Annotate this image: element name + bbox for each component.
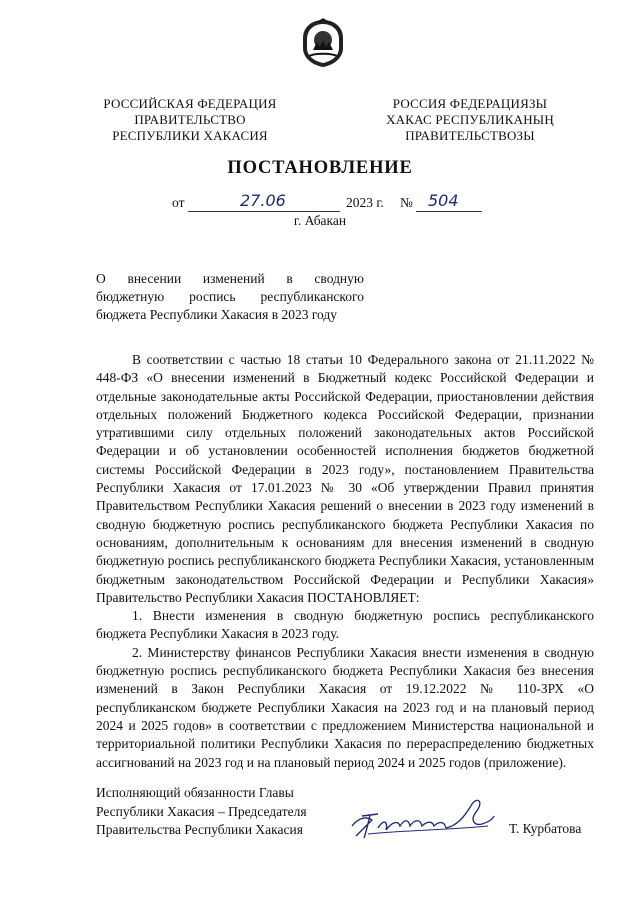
handwritten-number: 504 [428,191,459,210]
year-label: 2023 г. [346,195,384,210]
body-paragraph-item-1: 1. Внести изменения в сводную бюджетную роспись республиканского бюджета Республики Хакасия в 2023 году. [96,608,594,642]
signatory-title-line: Республики Хакасия – Председателя [96,803,307,819]
date-from-label: от [172,195,185,210]
header-right-line: ХАКАС РЕСПУБЛИКАНЫҢ [386,112,554,127]
header-left-line: РОССИЙСКАЯ ФЕДЕРАЦИЯ [103,96,277,111]
document-title: ПОСТАНОВЛЕНИЕ [227,158,413,178]
number-underline [416,211,482,212]
number-sign: № [400,195,413,210]
signatory-title-line: Правительства Республики Хакасия [96,822,303,837]
handwritten-date: 27.06 [240,191,286,210]
handwritten-signature [348,796,498,842]
header-right-line: РОССИЯ ФЕДЕРАЦИЯЗЫ [392,96,548,111]
header-left-line: РЕСПУБЛИКИ ХАКАСИЯ [112,128,268,143]
date-number-line [0,191,640,215]
signatory-title [96,784,336,840]
document-subject [96,270,364,324]
date-underline [188,211,340,212]
body-paragraph-item-2: 2. Министерству финансов Республики Хакасия внести изменения в сводную бюджетную роспись республиканского бюджета Республики Хакасия без внесения изменений в Закон Республики Хакасия от 19.12.2022 № 110-ЗРХ «О республиканском бюджете Республики Хакасия на 2023 год и на плановый период 2024 и 2025 годов» в соответствии с предложением Министерства национальной и территориальной политики Республики Хакасия по перераспределению бюджетных ассигнований на 2023 год и на плановый период 2024 и 2025 годов (приложение). [96,644,594,770]
body-paragraph-preamble: В соответствии с частью 18 статьи 10 Федерального закона от 21.11.2022 № 448-ФЗ «О внесении изменений в Бюджетный кодекс Российской Федерации и отдельные законодательные акты Российской Федерации, приостановлении действия отдельных положений Бюджетного кодекса Российской Федерации, признании утратившими силу отдельных положений законодательных актов Российской Федерации и об установлении особенностей исполнения бюджетов бюджетной системы Российской Федерации в 2023 году», постановлением Правительства Республики Хакасия от 17.01.2023 № 30 «Об утверждении Правил принятия Правительством Республики Хакасия решений о внесении в 2023 году изменений в сводную бюджетную роспись республиканского бюджета Республики Хакасия по основаниям, дополнительным к основаниям для внесения изменений в сводную бюджетную роспись республиканского бюджета Республики Хакасия, установленным бюджетным законодательством Российской Федерации и Республики Хакасия» Правительство Республики Хакасия ПОСТАНОВЛЯЕТ: [96,352,594,605]
header-left-line: ПРАВИТЕЛЬСТВО [134,112,246,127]
document-body [96,351,594,772]
header-right-block [376,96,564,144]
header-left-block [96,96,284,144]
signatory-title-line: Исполняющий обязанности Главы [96,785,294,800]
header-right-line: ПРАВИТЕЛЬСТВОЗЫ [405,128,535,143]
signatory-name: Т. Курбатова [509,821,582,836]
subject-line: бюджета Республики Хакасия в 2023 году [96,307,338,322]
city-label: г. Абакан [293,213,347,228]
subject-line: О внесении изменений в сводную [96,271,364,286]
subject-line: бюджетную роспись республиканского [96,289,364,304]
coat-of-arms-emblem [300,18,346,68]
